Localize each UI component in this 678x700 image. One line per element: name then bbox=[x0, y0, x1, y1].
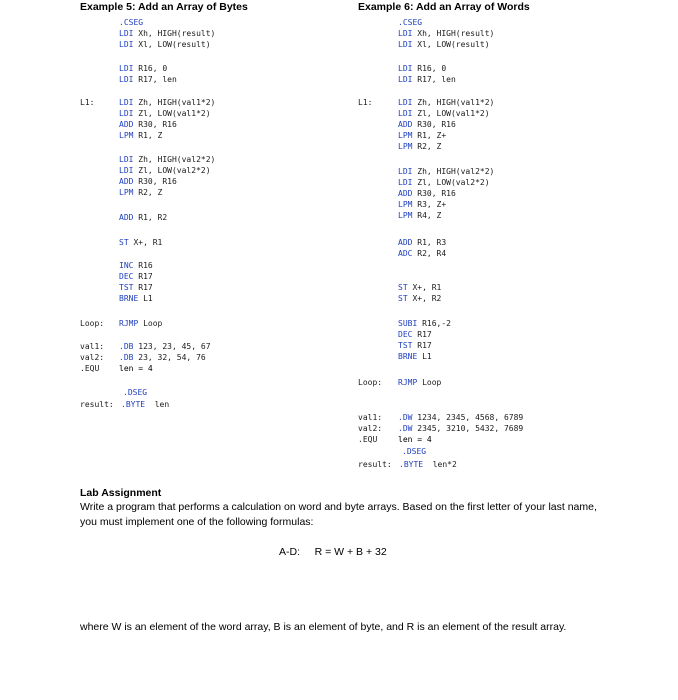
example6-code-line: BRNE L1 bbox=[398, 352, 432, 361]
example6-code-line: ST X+, R1 bbox=[398, 283, 442, 292]
example5-code-line: .DB 123, 23, 45, 67 bbox=[119, 342, 211, 351]
example5-label: .EQU bbox=[80, 364, 100, 373]
example5-code-line: LDI Zh, HIGH(val1*2) bbox=[119, 98, 216, 107]
example6-label: val1: bbox=[358, 413, 383, 422]
example6-label: result: bbox=[358, 460, 392, 469]
example6-code-line: LDI Xl, LOW(result) bbox=[398, 40, 490, 49]
example5-code-line: ADD R1, R2 bbox=[119, 213, 168, 222]
example6-code-line: LDI Zl, LOW(val2*2) bbox=[398, 178, 490, 187]
example5-code-line: LDI Zl, LOW(val2*2) bbox=[119, 166, 211, 175]
example5-code-line: INC R16 bbox=[119, 261, 153, 270]
example5-code-line: ST X+, R1 bbox=[119, 238, 163, 247]
example5-code-line: TST R17 bbox=[119, 283, 153, 292]
example5-code-line: LDI Xl, LOW(result) bbox=[119, 40, 211, 49]
example6-title: Example 6: Add an Array of Words bbox=[358, 1, 530, 13]
lab-heading: Lab Assignment bbox=[80, 487, 162, 499]
example6-code-line: LDI Zh, HIGH(val2*2) bbox=[398, 167, 495, 176]
example5-code-line: RJMP Loop bbox=[119, 319, 163, 328]
example5-code-line: DEC R17 bbox=[119, 272, 153, 281]
example6-code-line: DEC R17 bbox=[398, 330, 432, 339]
example5-label: val2: bbox=[80, 353, 105, 362]
example6-code-line: LDI R16, 0 bbox=[398, 64, 447, 73]
example6-code-line: LPM R3, Z+ bbox=[398, 200, 447, 209]
example5-code-line: LDI R16, 0 bbox=[119, 64, 168, 73]
example5-code-line: LDI Xh, HIGH(result) bbox=[119, 29, 216, 38]
example5-code-line: .DSEG bbox=[123, 388, 148, 397]
example6-code-line: RJMP Loop bbox=[398, 378, 442, 387]
example5-label: val1: bbox=[80, 342, 105, 351]
lab-intro: Write a program that performs a calculation on word and byte arrays. Based on the first letter of your last name, you must implement one of the following formulas: bbox=[80, 501, 597, 528]
example6-code-line: ADD R30, R16 bbox=[398, 189, 456, 198]
example5-code-line: len = 4 bbox=[119, 364, 153, 373]
example6-code-line: ST X+, R2 bbox=[398, 294, 442, 303]
example5-code-line: LDI Zh, HIGH(val2*2) bbox=[119, 155, 216, 164]
example6-code-line: ADD R30, R16 bbox=[398, 120, 456, 129]
example5-code-line: ADD R30, R16 bbox=[119, 120, 177, 129]
example5-label: Loop: bbox=[80, 319, 105, 328]
formula: R = W + B + 32 bbox=[314, 546, 387, 558]
formula-range: A-D: bbox=[279, 546, 300, 558]
lab-note: where W is an element of the word array, B is an element of byte, and R is an element of the result array. bbox=[80, 621, 567, 633]
example6-code-line: .DW 2345, 3210, 5432, 7689 bbox=[398, 424, 524, 433]
example6-label: L1: bbox=[358, 98, 373, 107]
example5-code-line: LDI Zl, LOW(val1*2) bbox=[119, 109, 211, 118]
example5-code-line: .CSEG bbox=[119, 18, 144, 27]
example5-code-line: LDI R17, len bbox=[119, 75, 177, 84]
example6-code-line: LPM R4, Z bbox=[398, 211, 442, 220]
example6-code-line: SUBI R16,-2 bbox=[398, 319, 451, 328]
example6-code-line: .BYTE len*2 bbox=[399, 460, 457, 469]
example6-code-line: TST R17 bbox=[398, 341, 432, 350]
example5-code-line: .DB 23, 32, 54, 76 bbox=[119, 353, 206, 362]
example5-title: Example 5: Add an Array of Bytes bbox=[80, 1, 248, 13]
example6-code-line: LPM R2, Z bbox=[398, 142, 442, 151]
example5-code-line: BRNE L1 bbox=[119, 294, 153, 303]
formula-line bbox=[279, 546, 387, 558]
example6-code-line: .CSEG bbox=[398, 18, 423, 27]
example6-label: .EQU bbox=[358, 435, 378, 444]
example6-label: val2: bbox=[358, 424, 383, 433]
example6-code-line: .DW 1234, 2345, 4568, 6789 bbox=[398, 413, 524, 422]
example5-label: result: bbox=[80, 400, 114, 409]
example5-code-line: LPM R2, Z bbox=[119, 188, 163, 197]
example6-code-line: .DSEG bbox=[402, 447, 427, 456]
example6-code-line: LPM R1, Z+ bbox=[398, 131, 447, 140]
example6-label: Loop: bbox=[358, 378, 383, 387]
example5-code-line: LPM R1, Z bbox=[119, 131, 163, 140]
example6-code-line: ADC R2, R4 bbox=[398, 249, 447, 258]
example5-code-line: ADD R30, R16 bbox=[119, 177, 177, 186]
example6-code-line: LDI Zl, LOW(val1*2) bbox=[398, 109, 490, 118]
example6-code-line: ADD R1, R3 bbox=[398, 238, 447, 247]
example6-code-line: LDI R17, len bbox=[398, 75, 456, 84]
example5-code-line: .BYTE len bbox=[121, 400, 170, 409]
example6-code-line: LDI Xh, HIGH(result) bbox=[398, 29, 495, 38]
example6-code-line: len = 4 bbox=[398, 435, 432, 444]
example5-label: L1: bbox=[80, 98, 95, 107]
example6-code-line: LDI Zh, HIGH(val1*2) bbox=[398, 98, 495, 107]
